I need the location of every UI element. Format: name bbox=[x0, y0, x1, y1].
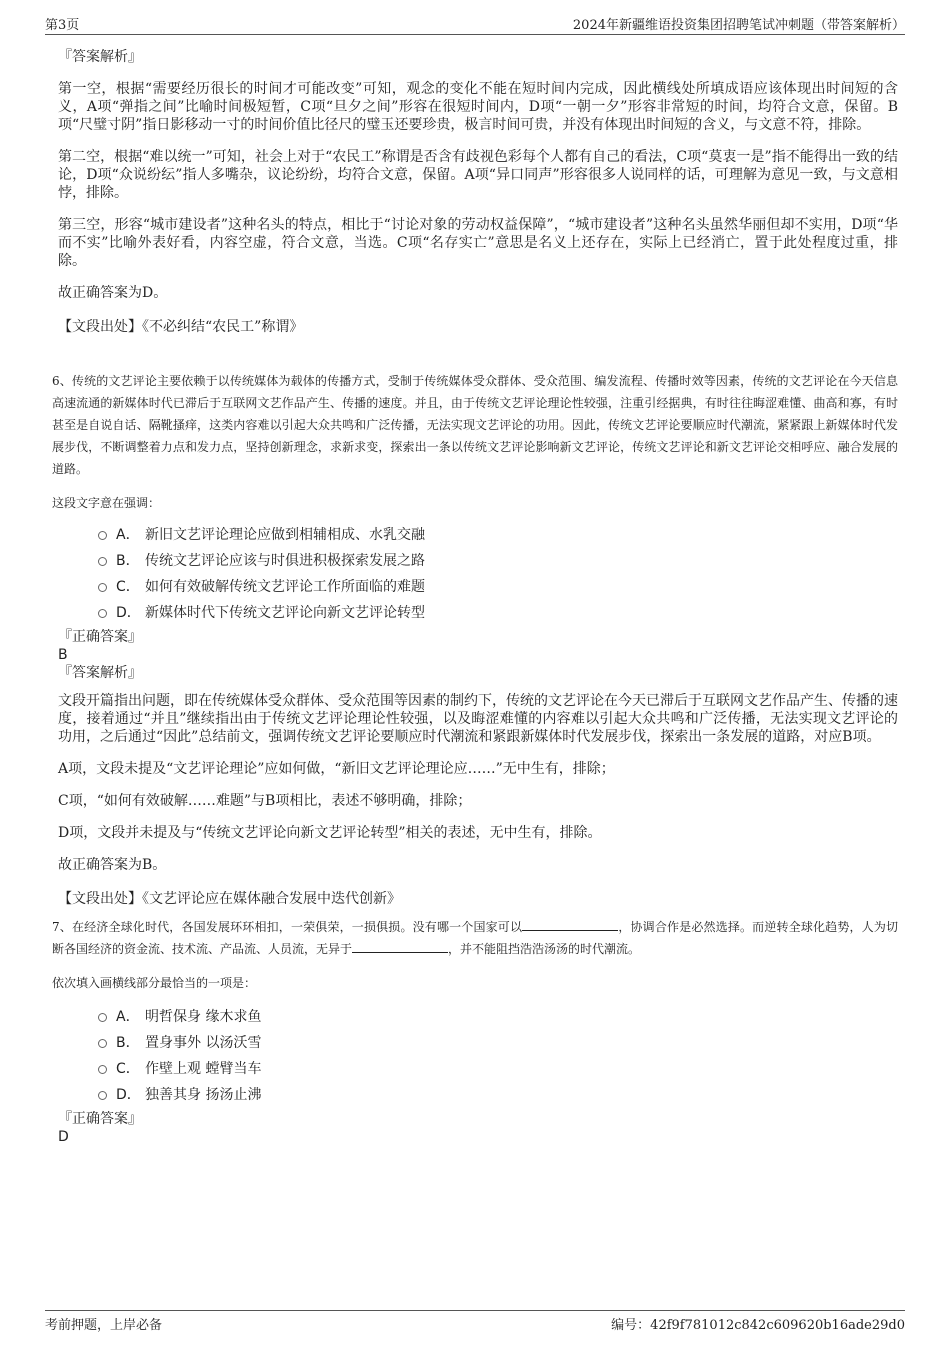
document-title: 2024年新疆维语投资集团招聘笔试冲刺题（带答案解析） bbox=[572, 18, 905, 33]
option-letter: C． bbox=[116, 579, 140, 595]
option-b[interactable] bbox=[58, 548, 898, 574]
question-6-text: 6、传统的文艺评论主要依赖于以传统媒体为载体的传播方式，受制于传统媒体受众群体、受众范围、编发流程、传播时效等因素，传统的文艺评论在今天信息高速流通的新媒体时代已滞后于互联网文艺作品产生、传播的速度。并且，由于传统文艺评论理论性较强，注重引经据典，有时往往晦涩难懂、曲高和寡，有时甚至是自说自话、隔靴搔痒，这类内容难以引起大众共鸣和广泛传播，无法实现文艺评论的功用。因此，传统文艺评论要顺应时代潮流，紧紧跟上新媒体时代发展步伐，不断调整着力点和发力点，坚持创新理念，求新求变，探索出一条以传统文艺评论影响新文艺评论，传统文艺评论和新文艺评论交相呼应、融合发展的道路。 bbox=[52, 374, 898, 476]
radio-icon[interactable] bbox=[98, 583, 107, 592]
radio-icon[interactable] bbox=[98, 1091, 107, 1100]
option-text: 置身事外 以汤沃雪 bbox=[145, 1035, 262, 1051]
page-footer bbox=[45, 1310, 905, 1333]
option-letter: D． bbox=[116, 1087, 141, 1103]
analysis-label: 『答案解析』 bbox=[58, 665, 142, 681]
question-7-prompt: 依次填入画横线部分最恰当的一项是： bbox=[52, 976, 257, 990]
question-7-options bbox=[58, 1004, 898, 1108]
analysis-paragraph-3: C项，“如何有效破解……难题”与B项相比，表述不够明确，排除； bbox=[58, 793, 472, 809]
question-7-text bbox=[52, 916, 898, 960]
option-letter: B． bbox=[116, 553, 140, 569]
question-7-text-part-1: 7、在经济全球化时代，各国发展环环相扣，一荣俱荣，一损俱损。没有哪一个国家可以 bbox=[52, 920, 523, 934]
analysis-paragraph-3: 第三空，形容“城市建设者”这种名头的特点，相比于“讨论对象的劳动权益保障”，“城市建设者”这种名头虽然华丽但却不实用，D项“华而不实”比喻外表好看，内容空虚，符合文意，当选。C项“名存实亡”意思是名义上还存在，实际上已经消亡，置于此处程度过重，排除。 bbox=[58, 217, 898, 269]
correct-answer-label: 『正确答案』 bbox=[58, 1111, 142, 1127]
option-letter: A． bbox=[116, 527, 140, 543]
option-a[interactable] bbox=[58, 522, 898, 548]
option-d[interactable] bbox=[58, 600, 898, 626]
option-text: 如何有效破解传统文艺评论工作所面临的难题 bbox=[145, 579, 425, 595]
main-content bbox=[52, 48, 898, 1146]
correct-answer-label: 『正确答案』 bbox=[58, 629, 142, 645]
option-b[interactable] bbox=[58, 1030, 898, 1056]
analysis-paragraph-2: 第二空，根据“难以统一”可知，社会上对于“农民工”称谓是否含有歧视色彩每个人都有自己的看法，C项“莫衷一是”指不能得出一致的结论，D项“众说纷纭”指人多嘴杂，议论纷纷，均符合文意，保留。A项“异口同声”形容很多人说同样的话，可理解为意见一致，与文意相悖，排除。 bbox=[58, 149, 898, 201]
option-letter: C． bbox=[116, 1061, 140, 1077]
option-text: 作壁上观 螳臂当车 bbox=[145, 1061, 262, 1077]
option-letter: D． bbox=[116, 605, 141, 621]
correct-answer: B bbox=[58, 647, 68, 663]
option-c[interactable] bbox=[58, 574, 898, 600]
analysis-paragraph-1: 文段开篇指出问题，即在传统媒体受众群体、受众范围等因素的制约下，传统的文艺评论在今天已滞后于互联网文艺作品产生、传播的速度，接着通过“并且”继续指出由于传统文艺评论理论性较强，以及晦涩难懂的内容难以引起大众共鸣和广泛传播，无法实现文艺评论的功用，之后通过“因此”总结前文，强调传统文艺评论要顺应时代潮流和紧跟新媒体时代发展步伐，探索出一条发展的道路，对应B项。 bbox=[58, 693, 898, 745]
page-number: 第3页 bbox=[45, 18, 80, 33]
document-id: 编号：42f9f781012c842c609620b16ade29d0 bbox=[611, 1318, 905, 1333]
analysis-paragraph-1: 第一空，根据“需要经历很长的时间才可能改变”可知，观念的变化不能在短时间内完成，因此横线处所填成语应该体现出时间短的含义，A项“弹指之间”比喻时间极短暂，C项“旦夕之间”形容在很短时间内，D项“一朝一夕”形容非常短的时间，均符合文意，保留。B项“尺璧寸阴”指日影移动一寸的时间价值比径尺的璧玉还要珍贵，极言时间可贵，并没有体现出时间短的含义，与文意不符，排除。 bbox=[58, 81, 898, 133]
option-a[interactable] bbox=[58, 1004, 898, 1030]
radio-icon[interactable] bbox=[98, 609, 107, 618]
option-text: 新旧文艺评论理论应做到相辅相成、水乳交融 bbox=[145, 527, 425, 543]
blank-line-1 bbox=[522, 918, 618, 931]
radio-icon[interactable] bbox=[98, 1039, 107, 1048]
question-7-text-part-2: ，协调合作是必然选择。而逆转全球化趋势，人为切断各国经济的资金流、技术流、产品流、人员流，无异于 bbox=[52, 920, 898, 956]
radio-icon[interactable] bbox=[98, 557, 107, 566]
page-header bbox=[45, 14, 905, 35]
option-text: 明哲保身 缘木求鱼 bbox=[145, 1009, 262, 1025]
question-6-options bbox=[58, 522, 898, 626]
option-text: 传统文艺评论应该与时俱进积极探索发展之路 bbox=[145, 553, 425, 569]
analysis-label: 『答案解析』 bbox=[58, 49, 142, 65]
correct-answer: D bbox=[58, 1129, 69, 1145]
question-6-prompt: 这段文字意在强调： bbox=[52, 496, 161, 510]
blank-line-2 bbox=[352, 940, 448, 953]
footer-slogan: 考前押题，上岸必备 bbox=[45, 1318, 163, 1333]
source-citation: 【文段出处】《不必纠结“农民工”称谓》 bbox=[58, 319, 304, 335]
option-d[interactable] bbox=[58, 1082, 898, 1108]
analysis-paragraph-2: A项，文段未提及“文艺评论理论”应如何做，“新旧文艺评论理论应……”无中生有，排除； bbox=[58, 761, 615, 777]
option-c[interactable] bbox=[58, 1056, 898, 1082]
option-text: 独善其身 扬汤止沸 bbox=[145, 1087, 262, 1103]
option-letter: B． bbox=[116, 1035, 140, 1051]
radio-icon[interactable] bbox=[98, 1065, 107, 1074]
analysis-paragraph-4: D项，文段并未提及与“传统文艺评论向新文艺评论转型”相关的表述，无中生有，排除。 bbox=[58, 825, 602, 841]
analysis-conclusion: 故正确答案为B。 bbox=[58, 857, 167, 873]
radio-icon[interactable] bbox=[98, 531, 107, 540]
option-letter: A． bbox=[116, 1009, 140, 1025]
question-7-text-part-3: ，并不能阻挡浩浩汤汤的时代潮流。 bbox=[448, 942, 641, 956]
source-citation: 【文段出处】《文艺评论应在媒体融合发展中迭代创新》 bbox=[58, 891, 401, 907]
option-text: 新媒体时代下传统文艺评论向新文艺评论转型 bbox=[145, 605, 425, 621]
analysis-conclusion: 故正确答案为D。 bbox=[58, 285, 168, 301]
radio-icon[interactable] bbox=[98, 1013, 107, 1022]
